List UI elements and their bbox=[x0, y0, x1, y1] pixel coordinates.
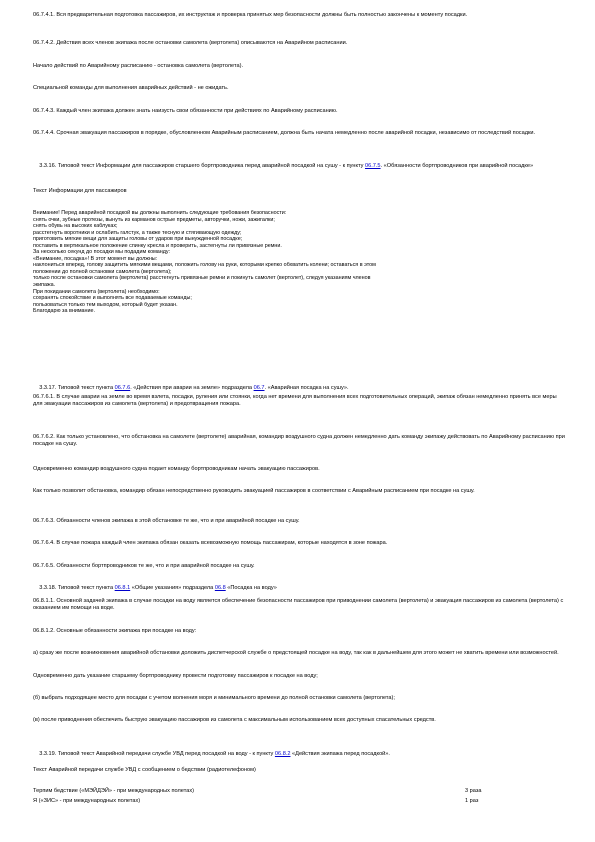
paragraph: Одновременно дать указание старшему бортпроводнику провести подготовку пассажиров к посадке на воду; bbox=[33, 673, 318, 679]
paragraph: (в) после приводнения обеспечить быструю эвакуацию пассажиров из самолета с максимальным использованием всех доступных спасательных средств. bbox=[33, 717, 436, 723]
info-line: снять обувь на высоких каблуках; bbox=[33, 223, 118, 230]
section-link[interactable]: 06.7.5 bbox=[364, 163, 381, 170]
info-line: расстегнуть воротники и ослабить галстук, а также тесную и стягивающую одежду; bbox=[33, 229, 242, 236]
paragraph: 06.7.6.5. Обязанности бортпроводников те же, что и при аварийной посадке на сушу. bbox=[33, 563, 255, 569]
paragraph-text: 3.3.19. Типовой текст Аварийной передачи службе УВД перед посадкой на воду - к пункту bbox=[39, 751, 275, 758]
paragraph: Специальной команды для выполнения аварийных действий - не ожидать. bbox=[33, 85, 229, 91]
paragraph: 06.8.1.1. Основной задачей экипажа в случае посадки на воду является обеспечение безопасности пассажиров при приводнении самолета (вертолета) и эвакуация пассажиров из самолета (вертолета) с оказанием им помощи на воде. bbox=[33, 598, 565, 612]
section-link[interactable]: 06.8 bbox=[214, 585, 226, 592]
info-line: только после остановки самолета (вертолета) расстегнуть привязные ремни и покинуть самолет (вертолет), следуя указаниям членов bbox=[33, 275, 371, 282]
paragraph: Начало действий по Аварийному расписанию - остановка самолета (вертолета). bbox=[33, 63, 243, 69]
paragraph: (б) выбрать подходящее место для посадки с учетом волнения моря и минимального времени до полной остановки самолета (вертолета); bbox=[33, 695, 395, 701]
info-line: положении до полной остановки самолета (вертолета); bbox=[33, 268, 172, 275]
info-line: «Внимание, посадка»! В этот момент вы должны: bbox=[33, 255, 158, 262]
paragraph: 06.7.4.3. Каждый член экипажа должен знать наизусть свои обязанности при действиях по Аварийному расписанию. bbox=[33, 108, 338, 114]
paragraph-text: . «Действия при аварии на земле» подраздела bbox=[130, 385, 254, 392]
info-line: За несколько секунд до посадки мы подадим команду: bbox=[33, 249, 171, 256]
paragraph-text: «Общие указания» подраздела bbox=[130, 585, 215, 592]
paragraph-with-link bbox=[33, 744, 567, 766]
section-heading: Текст Аварийной передачи службе УВД с сообщением о бедствии (радиотелефоном) bbox=[33, 767, 256, 773]
table-cell: Я («ЗИС» - при международных полетах) bbox=[33, 798, 141, 804]
paragraph: 06.7.4.4. Срочная эвакуация пассажиров в порядке, обусловленном Аварийным расписанием, должна быть начата немедленно после аварийной посадки, независимо от последствий посадки. bbox=[33, 130, 536, 136]
paragraph-text: «Посадка на воду» bbox=[225, 585, 277, 592]
section-link[interactable]: 06.7 bbox=[253, 385, 265, 392]
info-line: сохранять спокойствие и выполнять все подаваемые команды; bbox=[33, 295, 192, 302]
info-line: поставить в вертикальное положение спинку кресла и проверить, застегнуты ли привязные ремни. bbox=[33, 242, 282, 249]
table-cell: 1 раз bbox=[465, 798, 479, 804]
paragraph-with-link bbox=[33, 578, 567, 600]
paragraph-text: 3.3.18. Типовой текст пункта bbox=[39, 585, 115, 592]
section-link[interactable]: 06.8.2 bbox=[274, 751, 291, 758]
paragraph: Как только позволит обстановка, командир обязан непосредственно руководить эвакуацией пассажиров в соответствии с Аварийным расписанием при посадке на сушу. bbox=[33, 488, 475, 494]
paragraph: 06.7.6.2. Как только установлено, что обстановка на самолете (вертолете) аварийная, командир воздушного судна должен немедленно дать команду экипажу действовать по Аварийному расписанию при посадке на сушу. bbox=[33, 434, 567, 448]
paragraph-with-link bbox=[33, 156, 567, 178]
passenger-info-text bbox=[33, 210, 567, 315]
paragraph-text: 3.3.17. Типовой текст пункта bbox=[39, 385, 115, 392]
paragraph: 06.7.4.2. Действия всех членов экипажа после остановки самолета (вертолета) описываются на Аварийном расписании. bbox=[33, 40, 348, 46]
info-line: приготовить мягкие вещи для защиты головы от ударов при вынужденной посадке; bbox=[33, 236, 243, 243]
paragraph-text: 3.3.16. Типовой текст Информации для пассажиров старшего бортпроводника перед аварийной посадкой на сушу - к пункту bbox=[39, 163, 365, 170]
info-line: экипажа. bbox=[33, 282, 56, 289]
paragraph-text: . «Аварийная посадка на сушу». bbox=[264, 385, 349, 392]
table-cell: Терпим бедствие («МЭЙДЭЙ» - при международных полетах) bbox=[33, 788, 194, 794]
paragraph-text: «Действия экипажа перед посадкой». bbox=[290, 751, 390, 758]
info-line: снять очки, зубные протезы, вынуть из карманов острые предметы, авторучки, ножи, зажигалки; bbox=[33, 216, 275, 223]
section-link[interactable]: 06.7.6 bbox=[114, 385, 131, 392]
paragraph: а) сразу же после возникновения аварийной обстановки доложить диспетчерской службе о предстоящей посадке на воду, так как в дальнейшем для этого может не хватить времени или возможностей. bbox=[33, 650, 559, 656]
paragraph: 06.7.6.4. В случае пожара каждый член экипажа обязан оказать всевозможную помощь пассажирам, которые находятся в зоне пожара. bbox=[33, 540, 388, 546]
info-line: пользоваться только тем выходом, который будет указан. bbox=[33, 301, 178, 308]
paragraph-text: . «Обязанности бортпроводников при аварийной посадке» bbox=[380, 163, 534, 170]
section-heading: Текст Информации для пассажиров bbox=[33, 188, 127, 194]
table-cell: 3 раза bbox=[465, 788, 482, 794]
info-line: Внимание! Перед аварийной посадкой вы должны выполнить следующие требования безопасности: bbox=[33, 210, 287, 216]
info-line: При покидании самолета (вертолета) необходимо: bbox=[33, 288, 160, 295]
paragraph: 06.7.6.3. Обязанности членов экипажа в этой обстановке те же, что и при аварийной посадке на сушу. bbox=[33, 518, 300, 524]
info-line: наклониться вперед, голову защитить мягкими вещами, положить голову на руки, которыми крепко обхватить колени; оставаться в этом bbox=[33, 262, 376, 269]
paragraph: 06.7.4.1. Вся предварительная подготовка пассажиров, их инструктаж и проверка принятых мер безопасности должны быть полностью закончены к моменту посадки. bbox=[33, 12, 468, 18]
paragraph: 06.7.6.1. В случае аварии на земле во время взлета, посадки, руления или стоянки, когда нет времени для выполнения всех подготовительных операций, экипаж обязан немедленно принять все меры для эвакуации пассажиров из самолета (вертолета) и предотвращения пожара. bbox=[33, 394, 559, 408]
paragraph: 06.8.1.2. Основные обязанности экипажа при посадке на воду: bbox=[33, 628, 197, 634]
info-line: Благодарю за внимание. bbox=[33, 308, 96, 315]
section-link[interactable]: 06.8.1 bbox=[114, 585, 131, 592]
paragraph: Одновременно командир воздушного судна подает команду бортпроводникам начать эвакуацию пассажиров. bbox=[33, 466, 320, 472]
